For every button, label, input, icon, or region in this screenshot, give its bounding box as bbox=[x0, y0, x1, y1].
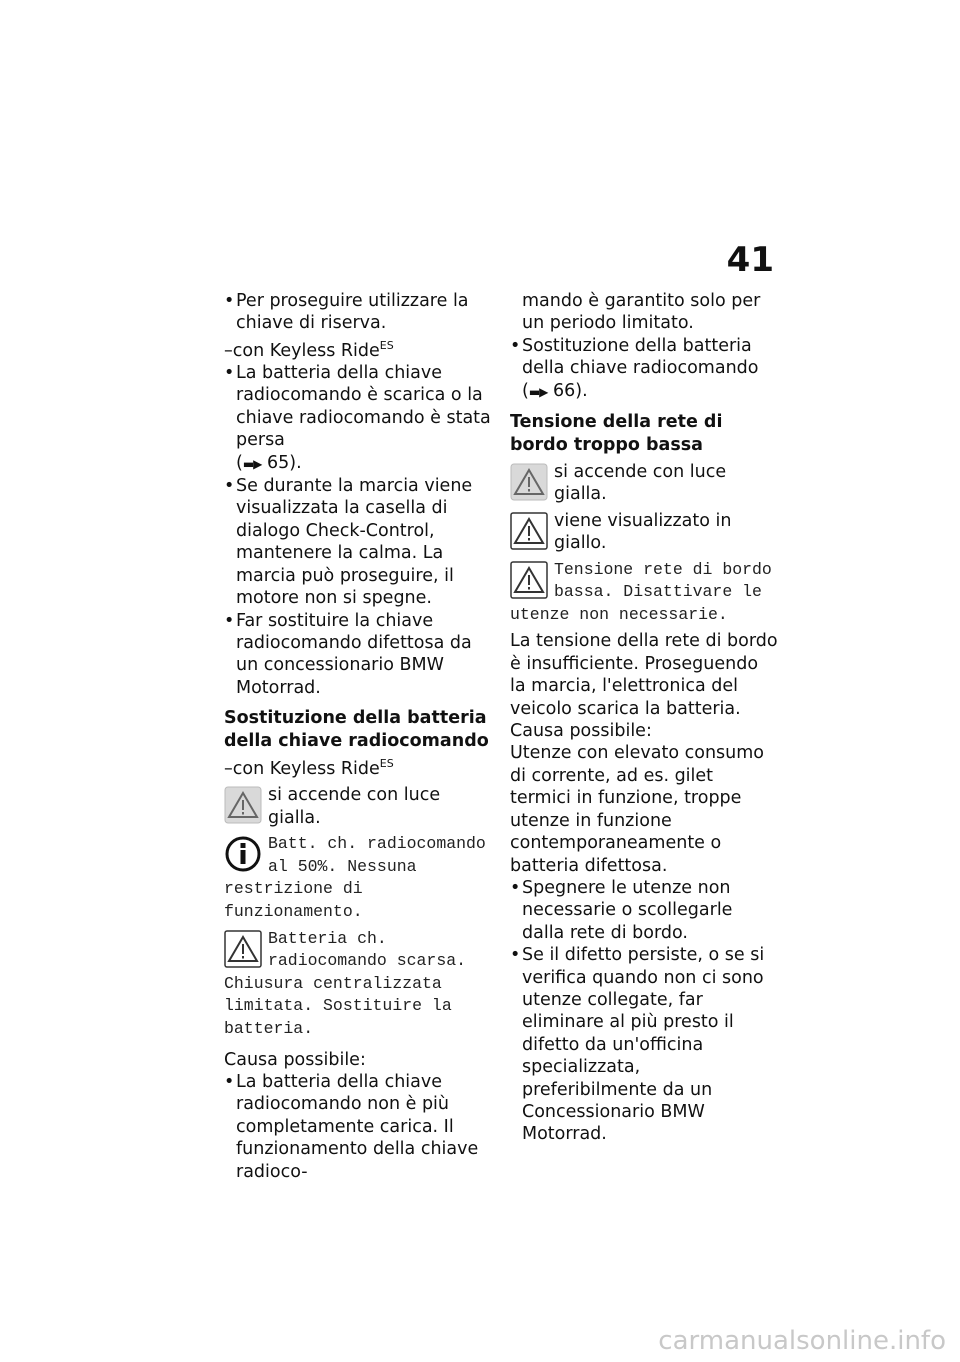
cause-label: Causa possibile: bbox=[224, 1049, 366, 1070]
right-column bbox=[510, 290, 778, 1146]
info-message-box bbox=[224, 833, 492, 923]
bullet-use-spare-key: • Per proseguire utilizzare la chiave di riserva. bbox=[224, 290, 492, 335]
condition-keyless-ride-2: –con Keyless Ride$^{ES}$ bbox=[224, 757, 394, 779]
cross-reference-arrow-icon: ▬▶ bbox=[528, 384, 548, 399]
warning-triangle-filled-icon bbox=[224, 786, 262, 824]
bullet-switch-off-consumers: • Spegnere le utenze non necessarie o scollegarle dalla rete di bordo. bbox=[510, 877, 778, 944]
warning-triangle-outline-icon bbox=[510, 512, 548, 550]
left-column bbox=[224, 290, 492, 1183]
watermark: carmanualsonline.info bbox=[658, 1326, 946, 1356]
paragraph-insufficient-voltage: La tensione della rete di bordo è insufficiente. Proseguendo la marcia, l'elettronica del veicolo scarica la batteria. bbox=[510, 631, 778, 719]
warning-triangle-outline-icon bbox=[510, 561, 548, 599]
info-icon bbox=[224, 835, 262, 873]
warning-display-text: viene visualizzato in giallo. bbox=[554, 510, 732, 554]
display-message-battery-50: Batt. ch. radiocomando al 50%. Nessuna restrizione di funzionamento. bbox=[224, 834, 486, 921]
bullet-persistent-fault: • Se il difetto persiste, o se si verifica quando non ci sono utenze collegate, far eliminare al più presto il difetto da un'officina specializzata, preferibilmente da un Concessionario BMW Motorrad. bbox=[510, 944, 778, 1146]
bullet-check-control: • Se durante la marcia viene visualizzata la casella di dialogo Check-Control, mantenere la calma. La marcia può proseguire, il motore non si spegne. bbox=[224, 475, 492, 609]
condition-keyless-ride: –con Keyless Ride$^{ES}$ bbox=[224, 338, 394, 361]
warning-triangle-filled-icon bbox=[510, 463, 548, 501]
display-message-low-voltage: Tensione rete di bordo bassa. Disattivare le utenze non necessarie. bbox=[510, 559, 772, 624]
cause-label: Causa possibile: bbox=[510, 721, 652, 742]
warning-indicator-row bbox=[224, 784, 492, 829]
bullet-battery-not-full: • La batteria della chiave radiocomando non è più completamente carica. Il funzionamento della chiave radioco- bbox=[224, 1071, 492, 1183]
bullet-replace-key: • Far sostituire la chiave radiocomando difettosa da un concessionario BMW Motorrad. bbox=[224, 610, 492, 700]
warning-display-row bbox=[510, 510, 778, 555]
display-message-battery-low: Batteria ch. radiocomando scarsa. Chiusura centralizzata limitata. Sostituire la batteria. bbox=[224, 928, 467, 1038]
paragraph-causes: Utenze con elevato consumo di corrente, ad es. gilet termici in funzione, troppe utenze in funzione contemporaneamente o batteria difettosa. bbox=[510, 743, 765, 876]
warning-indicator-text: si accende con luce gialla. bbox=[554, 462, 727, 505]
page-number: 41 bbox=[726, 240, 774, 280]
section-heading-battery-replacement: Sostituzione della batteria della chiave radiocomando bbox=[224, 708, 489, 752]
warning-indicator-row bbox=[510, 461, 778, 506]
cross-reference-arrow-icon: ▬▶ bbox=[242, 456, 262, 471]
warning-message-box bbox=[224, 928, 492, 1041]
bullet-battery-replacement: • Sostituzione della batteria della chiave radiocomando (▬▶ 66). bbox=[510, 335, 778, 403]
bullet-battery-flat: • La batteria della chiave radiocomando è scarica o la chiave radiocomando è stata persa (▬▶ 65). bbox=[224, 362, 492, 475]
xref-link[interactable]: 65). bbox=[266, 452, 302, 473]
warning-indicator-text: si accende con luce gialla. bbox=[268, 785, 441, 828]
warning-message-box bbox=[510, 559, 778, 627]
warning-triangle-outline-icon bbox=[224, 930, 262, 968]
continued-text: mando è garantito solo per un periodo limitato. bbox=[522, 291, 761, 334]
xref-link[interactable]: 66). bbox=[552, 380, 588, 401]
section-heading-low-voltage: Tensione della rete di bordo troppo bassa bbox=[510, 412, 723, 456]
